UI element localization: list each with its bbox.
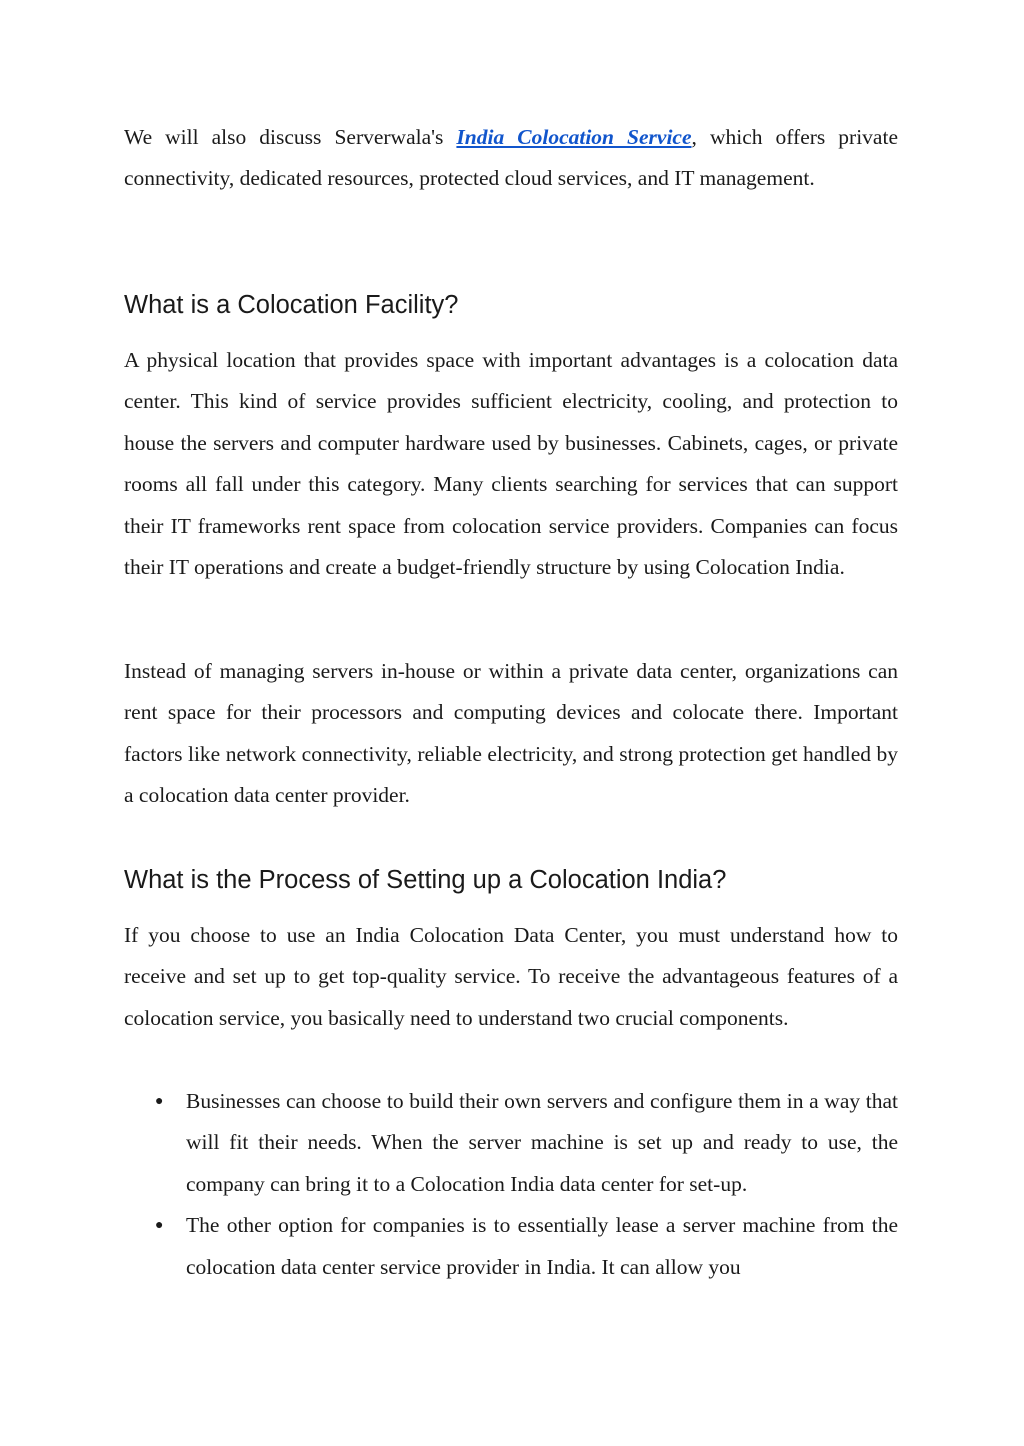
facility-paragraph-2: Instead of managing servers in-house or within a private data center, organizations can rent space for their processors and computing devices and colocate there. Important factors like network connectivity, reliable electricity, and strong protection get handled by a colocation data center provider. [124, 659, 898, 808]
intro-text-before-link: We will also discuss Serverwala's [124, 125, 457, 149]
section-heading-colocation-facility: What is a Colocation Facility? [124, 291, 459, 319]
process-paragraph: If you choose to use an India Colocation Data Center, you must understand how to receive and set up to get top-quality service. To receive the advantageous features of a colocation service, you basically need to understand two crucial components. [124, 923, 898, 1030]
bullet-icon: ● [155, 1094, 164, 1109]
intro-text-after-link: , which offers private connectivity, dedicated resources, protected cloud services, and IT management. [124, 125, 898, 191]
list-item [124, 1205, 898, 1288]
bullet-text: Businesses can choose to build their own servers and configure them in a way that will fit their needs. When the server machine is set up and ready to use, the company can bring it to a Colocation India data center for set-up. [186, 1089, 898, 1196]
section-heading-setup-process: What is the Process of Setting up a Colocation India? [124, 866, 727, 894]
process-bullet-list [124, 1081, 898, 1288]
bullet-icon: ● [155, 1218, 164, 1234]
list-item [124, 1081, 898, 1205]
intro-paragraph [124, 117, 898, 200]
facility-paragraph-1: A physical location that provides space with important advantages is a colocation data center. This kind of service provides sufficient electricity, cooling, and protection to house the servers and computer hardware used by businesses. Cabinets, cages, or private rooms all fall under this category. Many clients searching for services that can support their IT frameworks rent space from colocation service providers. Companies can focus their IT operations and create a budget-friendly structure by using Colocation India. [124, 348, 898, 580]
india-colocation-service-link[interactable]: India Colocation Service [456, 125, 692, 149]
bullet-text: The other option for companies is to essentially lease a server machine from the colocation data center service provider in India. It can allow you [186, 1213, 898, 1279]
